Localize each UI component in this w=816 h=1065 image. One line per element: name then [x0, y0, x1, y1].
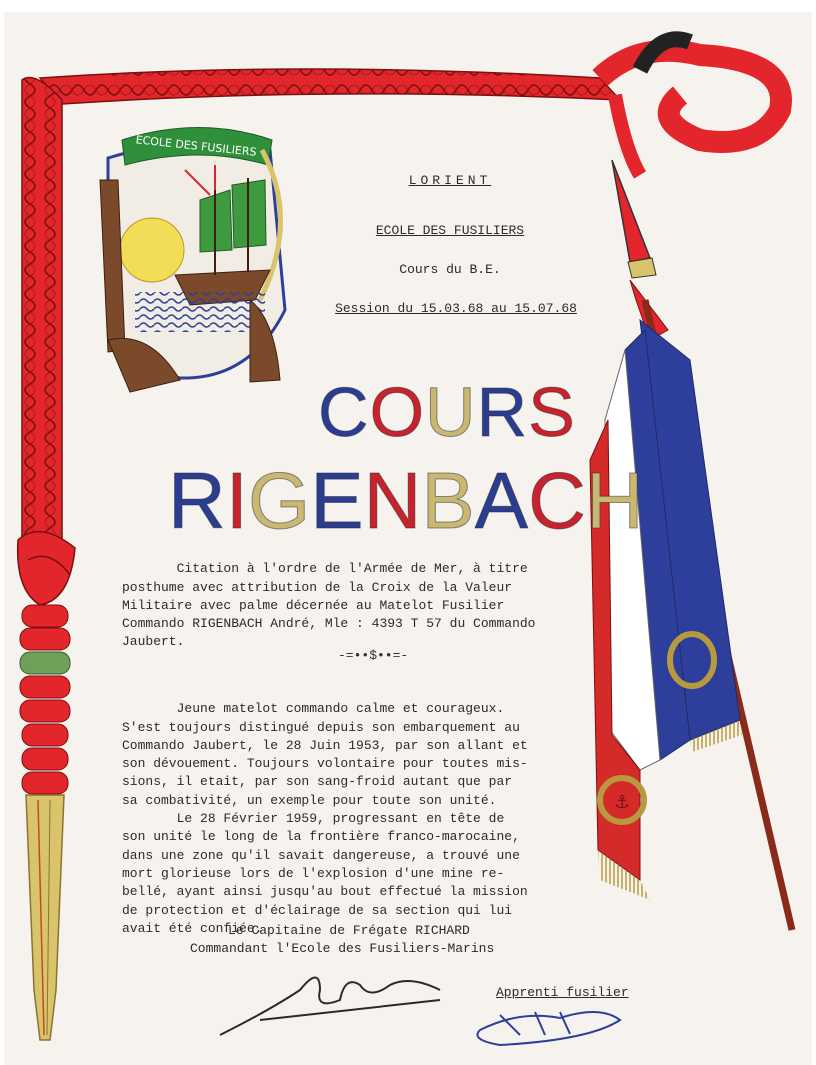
emblem-banner-text: ECOLE DES FUSILIERS [135, 133, 258, 159]
title-letter: R [476, 373, 529, 451]
title-cours [318, 372, 576, 452]
citation-line: Jaubert. [122, 634, 185, 650]
body-line: sa combativité, un exemple pour toute son unité. [122, 792, 497, 808]
header-school: ECOLE DES FUSILIERS [375, 223, 525, 238]
title-letter: U [425, 373, 477, 451]
title-letter: A [474, 456, 529, 545]
title-letter: C [528, 456, 586, 545]
cord-loop-top-right [600, 39, 781, 175]
french-flag [590, 320, 742, 900]
title-letter: N [363, 456, 422, 545]
body-line: bellé, ayant ainsi jusqu'au bout effectué la mission [122, 884, 528, 900]
title-letter: G [248, 456, 311, 545]
body-line: avait été confiée. [122, 920, 263, 936]
separator-ornament: -=••$••=- [338, 648, 409, 663]
title-letter: R [168, 456, 226, 545]
apprentice-label: Apprenti fusilier [496, 985, 629, 1000]
body-line: Le 28 Février 1959, progressant en tête de [122, 811, 505, 827]
signatory-title: Le Capitaine de Frégate RICHARD [228, 923, 470, 938]
citation-line: posthume avec attribution de la Croix de la Valeur [122, 579, 513, 595]
header-course: Cours du B.E. [399, 262, 501, 277]
body-line: Commando Jaubert, le 28 Juin 1953, par son allant et [122, 737, 528, 753]
braided-cord-top [40, 69, 620, 104]
apprentice-signature [478, 1012, 621, 1045]
body-line: sions, il etait, par son sang-froid autant que par [122, 774, 513, 790]
citation-line: Militaire avec palme décernée au Matelot Fusilier [122, 597, 505, 613]
title-letter: H [585, 456, 644, 545]
body-paragraph [122, 682, 528, 938]
school-emblem [100, 128, 285, 393]
body-line: son unité le long de la frontière franco-marocaine, [122, 829, 520, 845]
header-session: Session du 15.03.68 au 15.07.68 [335, 301, 577, 316]
body-line: mort glorieuse lors de l'explosion d'une mine re- [122, 865, 505, 881]
body-line: son dévouement. Toujours volontaire pour toutes mis- [122, 756, 528, 772]
body-line: dans une zone qu'il savait dangereuse, a trouvé une [122, 847, 520, 863]
svg-text:⚓: ⚓ [614, 792, 631, 813]
title-letter: I [225, 456, 249, 545]
header-city: LORIENT [408, 173, 492, 188]
spear-head [612, 160, 668, 340]
body-line: Jeune matelot commando calme et courageux. [122, 701, 505, 717]
body-line: S'est toujours distingué depuis son embarquement au [122, 719, 520, 735]
title-rigenbach [168, 455, 644, 547]
title-letter: S [528, 373, 576, 451]
title-letter: C [318, 373, 370, 451]
captain-signature [220, 978, 440, 1036]
title-letter: B [421, 456, 475, 545]
title-letter: E [310, 456, 364, 545]
citation-paragraph [122, 542, 535, 652]
citation-line: Citation à l'ordre de l'Armée de Mer, à titre [122, 561, 528, 577]
signatory-role: Commandant l'Ecole des Fusiliers-Marins [190, 941, 495, 956]
title-letter: O [369, 373, 426, 451]
citation-line: Commando RIGENBACH André, Mle : 4393 T 57 du Commando [122, 616, 536, 632]
body-line: de protection et d'éclairage de sa section qui lui [122, 902, 513, 918]
braided-cord-left [18, 78, 75, 1041]
